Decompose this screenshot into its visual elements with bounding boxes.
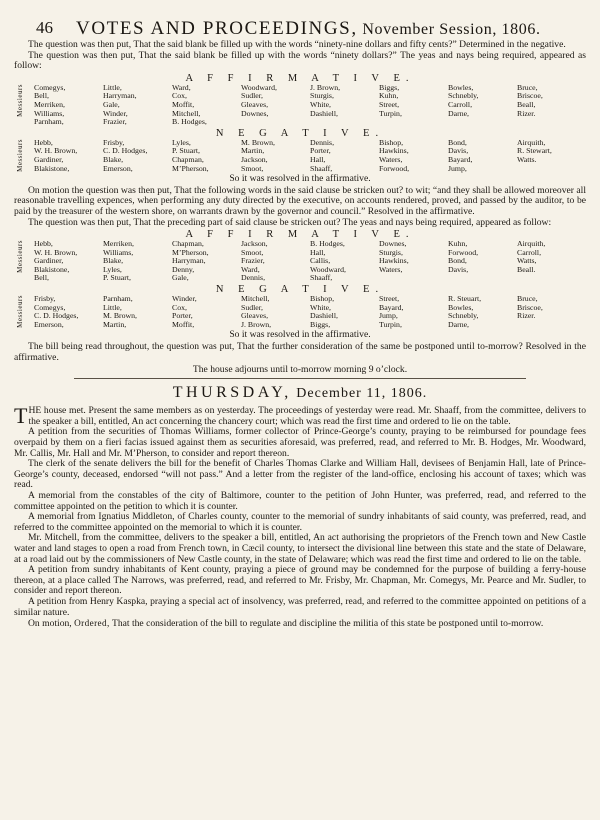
member-name: Waters, [379, 155, 403, 164]
vote-column [172, 139, 241, 173]
member-name: Kuhn, [448, 240, 468, 249]
member-name: Chapman, [172, 155, 204, 164]
vote-result: So it was resolved in the affirmative. [229, 173, 371, 185]
document-page [14, 8, 586, 630]
member-name: Sudler, [241, 92, 263, 101]
member-name: R. Steuart, [448, 295, 482, 304]
member-name: Frisby, [103, 138, 125, 147]
ordered-label: Ordered, [74, 618, 110, 629]
member-name: Bowles, [448, 303, 474, 312]
vote-column [172, 84, 241, 127]
member-name: Beall. [517, 265, 536, 274]
member-name: R. Stewart, [517, 147, 552, 156]
paragraph: A memorial from Ignatius Middleton, of Charles county, counter to the memorial of sundry inhabitants of said county, was preferred, read, and referred to the committee appointed on the memorial to which it is counter. [14, 511, 586, 533]
member-name: W. H. Brown, [34, 147, 78, 156]
member-name: Rizer. [517, 312, 536, 321]
member-name: Emerson, [34, 320, 64, 329]
member-name: M. Brown, [103, 312, 138, 321]
vote-column [103, 240, 172, 283]
member-name: Gleaves, [241, 312, 269, 321]
vote-column [448, 84, 517, 127]
member-name: Winder, [172, 295, 197, 304]
member-name: P. Stuart, [172, 147, 200, 156]
member-name: Dennis, [310, 138, 335, 147]
member-name: Airquith, [517, 138, 546, 147]
vote-column [103, 84, 172, 127]
member-name: Downes, [379, 240, 407, 249]
day-heading [14, 384, 586, 402]
member-name: Gardiner, [34, 155, 64, 164]
member-name: Sturgis, [310, 92, 334, 101]
vote-column [34, 139, 103, 173]
member-name: Gale, [172, 274, 189, 283]
member-name: Waters, [379, 265, 403, 274]
member-name: Callis, [310, 257, 331, 266]
vote-list [16, 138, 586, 173]
vote-column [172, 240, 241, 283]
vote-list [16, 83, 586, 127]
member-name: Turpin, [379, 109, 402, 118]
member-name: Dashiell, [310, 312, 338, 321]
member-name: Forwood, [379, 164, 410, 173]
member-name: Merriken, [34, 100, 65, 109]
member-name: Parnham, [103, 295, 133, 304]
member-name: Comegys, [34, 83, 66, 92]
vote-column [241, 84, 310, 127]
member-name: Williams, [34, 109, 65, 118]
vote-column [103, 139, 172, 173]
member-name: Dennis, [241, 274, 266, 283]
member-name: Moffit, [172, 100, 195, 109]
member-name: Davis, [448, 147, 469, 156]
member-name: Watts. [517, 155, 537, 164]
member-name: Dashiell, [310, 109, 338, 118]
vote-column [448, 240, 517, 283]
member-name: Bond, [448, 257, 467, 266]
adjournment-line: The house adjourns until to-morrow morning 9 o’clock. [192, 364, 408, 376]
paragraph: A petition from Henry Kaspka, praying a special act of insolvency, was preferred, read, and referred to the committee appointed on petitions of a similar nature. [14, 595, 586, 618]
member-name: Hebb, [34, 138, 53, 147]
member-name: Denny, [172, 265, 195, 274]
member-name: Lyles, [103, 265, 122, 274]
paragraph-text: HE house met. Present the same members as on yesterday. The proceedings of yesterday were read. Mr. Shaaff, from the committee, delivers to the speaker a bill, entitled, An act concerning the chancery court; which was read the first time and ordered to lie on the table. [28, 405, 586, 427]
member-name: J. Brown, [241, 320, 272, 329]
member-name: White, [310, 100, 331, 109]
member-name: Briscoe, [517, 303, 543, 312]
member-name: Street, [379, 295, 400, 304]
paragraph-text: That the consideration of the bill to regulate and discipline the militia of this state be postponed until to-morrow. [111, 618, 544, 630]
motion-lead: On motion, [28, 618, 72, 630]
vote-column [517, 84, 586, 127]
member-name: J. Brown, [310, 83, 341, 92]
messieurs-label: Messieurs [16, 138, 24, 172]
member-name: Bruce, [517, 83, 538, 92]
member-name: Bond, [448, 138, 467, 147]
paragraph: A petition from sundry inhabitants of Kent county, praying a piece of ground may be condemned for the purpose of building a ferry-house thereon, at a place called The Narrows, was preferred, read, and referred to Mr. Frisby, Mr. Chapman, Mr. Comegys, Mr. Pearce and Mr. Sudler, to consider and report thereon. [14, 564, 586, 597]
member-name: Lyles, [172, 138, 191, 147]
day-name: THURSDAY, [172, 384, 292, 402]
messieurs-label: Messieurs [16, 240, 24, 273]
paragraph: The bill being read throughout, the question was put, That the further consideration of the same be postponed until to-morrow? Resolved in the affirmative. [14, 341, 586, 363]
member-name: Schnebly, [448, 312, 479, 321]
paragraph: The question was then put, That the preceding part of said clause be stricken out? The yeas and nays being required, appeared as follow: [28, 216, 552, 228]
member-name: Kuhn, [379, 92, 399, 101]
member-name: Smoot, [241, 248, 264, 257]
running-title [76, 18, 576, 40]
affirmative-heading: A F F I R M A T I V E. [185, 229, 415, 241]
member-name: Schnebly, [448, 92, 479, 101]
member-name: Woodward, [241, 83, 277, 92]
vote-column [103, 295, 172, 329]
vote-column [34, 240, 103, 283]
member-name: Winder, [103, 109, 128, 118]
member-name: Biggs, [379, 83, 400, 92]
member-name: Frisby, [34, 295, 56, 304]
member-name: Davis, [448, 265, 469, 274]
member-name: Chapman, [172, 240, 204, 249]
member-name: Carroll, [448, 100, 473, 109]
vote-column [517, 139, 586, 173]
page-number: 46 [36, 18, 53, 37]
member-name: Forwood, [448, 248, 479, 257]
member-name: Frazier, [241, 257, 265, 266]
vote-column [310, 84, 379, 127]
paragraph: On motion the question was then put, That the following words in the said clause be stricken out? to wit; “and they shall be allowed moreover all reasonable travelling expences, when performing any duty directed by the executive, on accounts rendered, proved, and passed by the auditor, to be paid by the treasurer of the western shore, on warrants drawn by the governor and council.” Resolved in the affirmative. [14, 184, 586, 217]
member-name: Jump, [448, 164, 467, 173]
member-name: Smoot, [241, 164, 264, 173]
vote-column [379, 240, 448, 283]
member-name: Blake, [103, 257, 124, 266]
member-name: Little, [103, 83, 122, 92]
member-name: Moffit, [172, 320, 195, 329]
member-name: Little, [103, 303, 122, 312]
member-name: Hawkins, [379, 257, 409, 266]
paragraph [14, 618, 586, 630]
member-name: Darne, [448, 109, 469, 118]
member-name: Woodward, [310, 265, 346, 274]
member-name: Porter, [172, 312, 193, 321]
member-name: Gale, [103, 100, 120, 109]
paragraph: A petition from the securities of Thomas Williams, former collector of Prince-George’s county, praying to be reimbursed for poundage fees overpaid by them on a fieri facias issued against them as securities aforesaid, was preferred, read, and referred to Mr. B. Hodges, Mr. Woodward, Mr. Callis, Mr. Hall and Mr. M’Pherson, to consider and report thereon. [14, 426, 586, 459]
member-name: Bell, [34, 92, 49, 101]
vote-list [16, 295, 586, 329]
paragraph: The question was then put, That the said blank be filled up with the words “ninety dollars?” The yeas and nays being required, appeared as follow: [14, 49, 586, 72]
member-name: Airquith, [517, 240, 546, 249]
member-name: Merriken, [103, 240, 134, 249]
drop-cap: T [14, 403, 28, 429]
vote-result: So it was resolved in the affirmative. [229, 329, 371, 341]
member-name: M’Pherson, [172, 164, 209, 173]
negative-heading: N E G A T I V E. [215, 284, 385, 296]
member-name: M’Pherson, [172, 248, 209, 257]
member-name: Bishop, [310, 295, 335, 304]
member-name: Harryman, [103, 92, 137, 101]
vote-column [241, 240, 310, 283]
messieurs-label: Messieurs [16, 295, 24, 328]
member-name: Bayard, [448, 155, 473, 164]
member-name: Darne, [448, 320, 469, 329]
vote-column [310, 139, 379, 173]
member-name: Martin, [103, 320, 127, 329]
member-name: Downes, [241, 109, 269, 118]
paragraph: The clerk of the senate delivers the bill for the benefit of Charles Thomas Clarke and William Hall, devisees of Benjamin Hall, late of Prince-George’s county, deceased, endorsed “will not pass.” And a letter from the register of the land-office, enclosing his account of taxes; which was read. [14, 458, 586, 491]
member-name: White, [310, 303, 331, 312]
member-name: Shaaff, [310, 274, 333, 283]
member-name: Blakistone, [34, 265, 70, 274]
vote-column [379, 295, 448, 329]
member-name: Hall, [310, 248, 326, 257]
vote-column [241, 139, 310, 173]
member-name: Parnham, [34, 118, 64, 127]
paragraph [14, 403, 586, 429]
member-name: C. D. Hodges, [34, 312, 79, 321]
member-name: Rizer. [517, 109, 536, 118]
vote-column [310, 295, 379, 329]
member-name: B. Hodges, [172, 118, 207, 127]
member-name: Hawkins, [379, 147, 409, 156]
member-name: Emerson, [103, 164, 133, 173]
member-name: Bayard, [379, 303, 404, 312]
member-name: W. H. Brown, [34, 248, 78, 257]
member-name: Shaaff, [310, 164, 333, 173]
member-name: C. D. Hodges, [103, 147, 148, 156]
section-divider [74, 378, 526, 379]
member-name: Ward, [172, 83, 191, 92]
member-name: Blakistone, [34, 164, 70, 173]
member-name: Sudler, [241, 303, 263, 312]
member-name: Briscoe, [517, 92, 543, 101]
negative-heading: N E G A T I V E. [215, 127, 385, 139]
member-name: Beall, [517, 100, 536, 109]
member-name: Turpin, [379, 320, 402, 329]
member-name: Blake, [103, 155, 124, 164]
member-name: Cox, [172, 303, 187, 312]
member-name: Williams, [103, 248, 134, 257]
member-name: Harryman, [172, 257, 206, 266]
vote-column [448, 139, 517, 173]
member-name: P. Stuart, [103, 274, 131, 283]
member-name: Porter, [310, 147, 331, 156]
paragraph: Mr. Mitchell, from the committee, delivers to the speaker a bill, entitled, An act authorising the proprietors of the French town and New Castle water and land stages to open a road from French town, in Cæcil county, to intersect the divisional line between this state and the state of Delaware, at a road laid out by the commissioners of New Castle county, in the state of Delaware; which was read the first time and ordered to lie on the table. [14, 532, 586, 565]
member-name: Jackson, [241, 155, 268, 164]
member-name: Mitchell, [172, 109, 201, 118]
vote-column [172, 295, 241, 329]
member-name: Bowles, [448, 83, 474, 92]
paragraph: The question was then put, That the said blank be filled up with the words “ninety-nine dollars and fifty cents?” Determined in the negative. [28, 39, 566, 50]
member-name: Gleaves, [241, 100, 269, 109]
member-name: Hall, [310, 155, 326, 164]
vote-column [448, 295, 517, 329]
member-name: Sturgis, [379, 248, 403, 257]
day-date: December 11, 1806. [296, 386, 428, 402]
member-name: Biggs, [310, 320, 331, 329]
vote-column [310, 240, 379, 283]
member-name: Martin, [241, 147, 265, 156]
member-name: Bell, [34, 274, 49, 283]
affirmative-heading: A F F I R M A T I V E. [185, 72, 415, 84]
vote-column [517, 240, 586, 283]
member-name: Gardiner, [34, 257, 64, 266]
member-name: Ward, [241, 265, 260, 274]
paragraph: A memorial from the constables of the city of Baltimore, counter to the petition of John Hunter, was preferred, read, and referred to the committee appointed on the petition to which it is counter. [14, 489, 586, 512]
vote-list [16, 240, 586, 283]
member-name: Bishop, [379, 138, 404, 147]
member-name: B. Hodges, [310, 240, 345, 249]
member-name: Comegys, [34, 303, 66, 312]
member-name: Street, [379, 100, 400, 109]
member-name: Frazier, [103, 118, 127, 127]
member-name: Jackson, [241, 240, 268, 249]
vote-column [241, 295, 310, 329]
messieurs-label: Messieurs [16, 83, 24, 117]
member-name: Cox, [172, 92, 187, 101]
member-name: Watts, [517, 257, 537, 266]
vote-column [34, 84, 103, 127]
page-header [14, 8, 586, 40]
member-name: Mitchell, [241, 295, 270, 304]
member-name: Jump, [379, 312, 398, 321]
running-title-main: VOTES AND PROCEEDINGS, [76, 18, 358, 39]
vote-column [517, 295, 586, 329]
member-name: Carroll, [517, 248, 542, 257]
member-name: Hebb, [34, 240, 53, 249]
member-name: Bruce, [517, 295, 538, 304]
vote-column [379, 84, 448, 127]
vote-column [34, 295, 103, 329]
running-title-session: November Session, 1806. [362, 21, 541, 38]
vote-column [379, 139, 448, 173]
member-name: M. Brown, [241, 138, 276, 147]
